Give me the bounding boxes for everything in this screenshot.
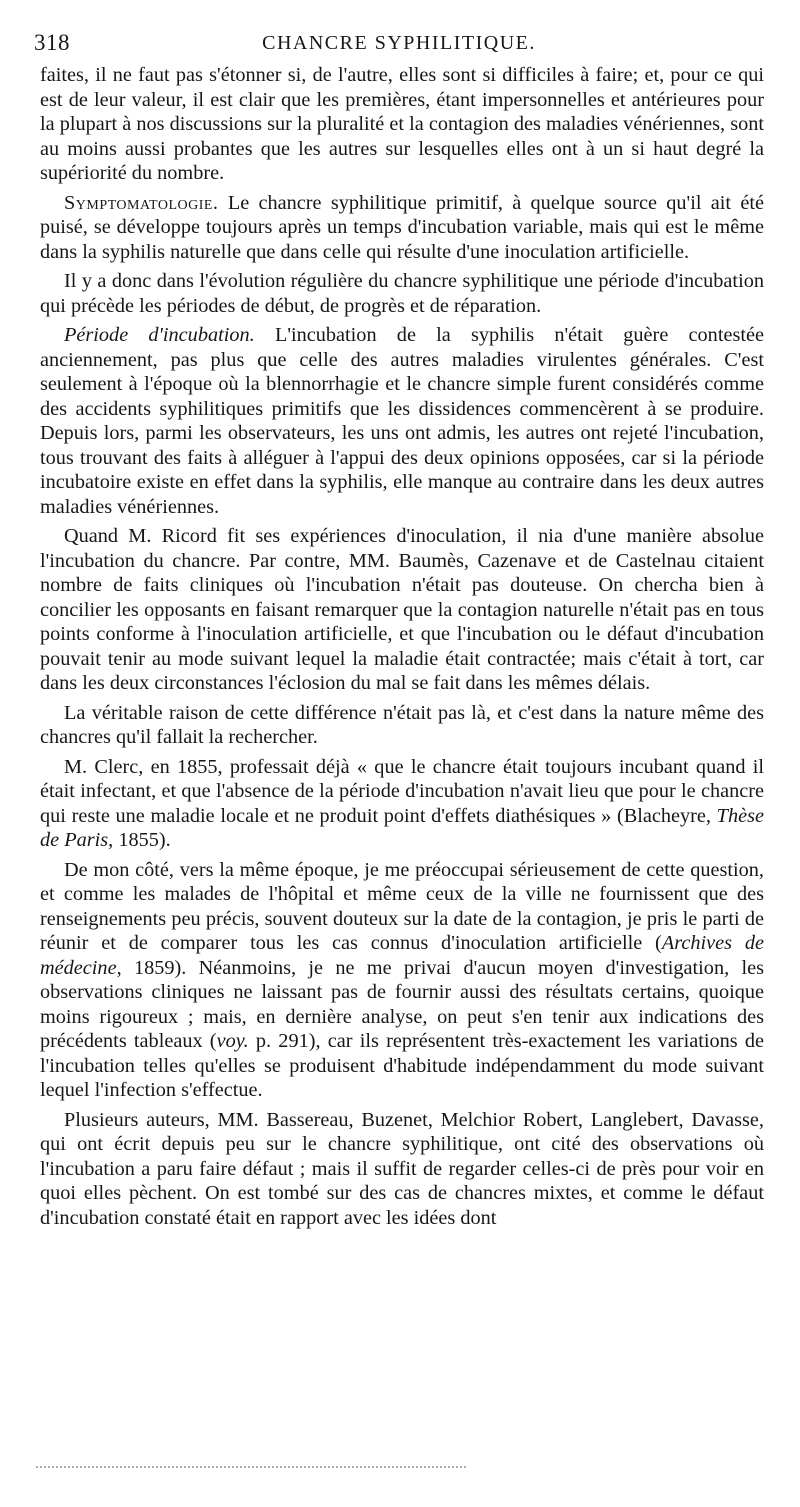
footer-rule (36, 1466, 466, 1468)
page-reference: voy. (216, 1030, 249, 1052)
paragraph-text: Quand M. Ricord fit ses expériences d'inoculation, il nia d'une manière absolue l'incubation du chancre. Par contre, MM. Baumès, Cazenave et de Castelnau citaient nombre de faits cliniques où l'incubation n'était pas douteuse. On chercha bien à concilier les opposants en faisant remarquer que la contagion naturelle n'était pas en tous points conforme à l'inoculation artificielle, et que l'incubation ou le défaut d'incubation pouvait tenir au mode suivant lequel la maladie était contractée; mais c'était à tort, car dans les deux circonstances l'éclosion du mal se fait dans les mêmes délais. (40, 525, 764, 694)
paragraph-ricord (40, 524, 764, 696)
citation-title: Thèse de Paris (40, 804, 764, 851)
paragraph-clerc (40, 755, 764, 853)
paragraph-text: , 1859). Néanmoins, je ne me privai d'aucun moyen d'investigation, les observations cliniques ne laissant pas de fournir aussi des résultats certains, quoique moins rigoureux ; mais, en dernière analyse, on peut s'en tenir aux indications des précédents tableaux ( (40, 956, 764, 1052)
paragraph-text: Plusieurs auteurs, MM. Bassereau, Buzenet, Melchior Robert, Langlebert, Davasse, qui ont écrit depuis peu sur le chancre syphilitique, ont cité des observations où l'incubation a paru faire défaut ; mais il suffit de regarder celles-ci de près pour voir en quoi elles pèchent. On est tombé sur des cas de chancres mixtes, et comme le défaut d'incubation constaté était en rapport avec les idées dont (40, 1108, 764, 1229)
paragraph-symptomatologie (40, 191, 764, 265)
section-heading-symptomatologie: Symptomatologie. (64, 191, 219, 214)
paragraph-text: p. 291), car ils représentent très-exactement les variations de l'incubation telles qu'elles se produisent d'habitude indépendamment du mode suivant lequel l'infection s'effectue. (40, 1030, 764, 1101)
paragraph-text: De mon côté, vers la même époque, je me préoccupai sérieusement de cette question, et comme les malades de l'hôpital et même ceux de la ville ne fournissent que des renseignements peu précis, souvent douteux sur la date de la contagion, je pris le parti de réunir et de comparer tous les cas connus d'inoculation artificielle ( (40, 858, 764, 954)
section-heading-periode-incubation: Période d'incubation. (64, 324, 255, 346)
paragraph-text: L'incubation de la syphilis n'était guère contestée anciennement, pas plus que celle des autres maladies virulentes générales. C'est seulement à l'époque où la blennorrhagie et le chancre simple furent considérés comme des accidents syphilitiques primitifs que les dissidences commencèrent à se produire. Depuis lors, parmi les observateurs, les uns ont admis, les autres ont rejeté l'incubation, tous trouvant des faits à alléguer à l'appui des deux opinions opposées, car si la période incubatoire existe en effet dans la syphilis, elle manque au contraire dans les deux autres maladies vénériennes. (40, 324, 764, 518)
paragraph-text: Il y a donc dans l'évolution régulière du chancre syphilitique une période d'incubation qui précède les périodes de début, de progrès et de réparation. (40, 270, 764, 317)
paragraph-evolution (40, 269, 764, 318)
paragraph-plusieurs-auteurs (40, 1108, 764, 1231)
paragraph-periode-incubation (40, 323, 764, 519)
page-number: 318 (34, 30, 70, 55)
page-header (34, 30, 764, 64)
paragraph-text: La véritable raison de cette différence n'était pas là, et c'est dans la nature même des chancres qu'il fallait la rechercher. (40, 701, 764, 748)
paragraph-continuation (40, 63, 764, 186)
paragraph-text: M. Clerc, en 1855, professait déjà « que le chancre était toujours incubant quand il était infectant, et que l'absence de la période d'incubation n'avait lieu que pour le chancre qui reste une maladie locale et ne produit point d'effets diathésiques » (Blacheyre, (40, 755, 764, 827)
paragraph-text: Le chancre syphilitique primitif, à quelque source qu'il ait été puisé, se développe toujours après un temps d'incubation variable, mais qui est le même dans la syphilis naturelle que dans celle qui résulte d'une inoculation artificielle. (40, 191, 764, 263)
running-title: CHANCRE SYPHILITIQUE. (262, 32, 536, 54)
paragraph-text: , 1855). (108, 829, 171, 851)
page-body (40, 63, 764, 1230)
paragraph-veritable-raison (40, 701, 764, 750)
paragraph-text: faites, il ne faut pas s'étonner si, de l'autre, elles sont si difficiles à faire; et, pour ce qui est de leur valeur, il est clair que les premières, étant impersonnelles et antérieures pour la plupart à nos discussions sur la pluralité et la contagion des maladies vénériennes, sont au moins aussi probantes que les autres sur lesquelles elles ont à un si haut degré la supériorité du nombre. (40, 64, 764, 184)
citation-title: Archives de médecine (40, 932, 764, 979)
paragraph-mon-cote (40, 858, 764, 1103)
